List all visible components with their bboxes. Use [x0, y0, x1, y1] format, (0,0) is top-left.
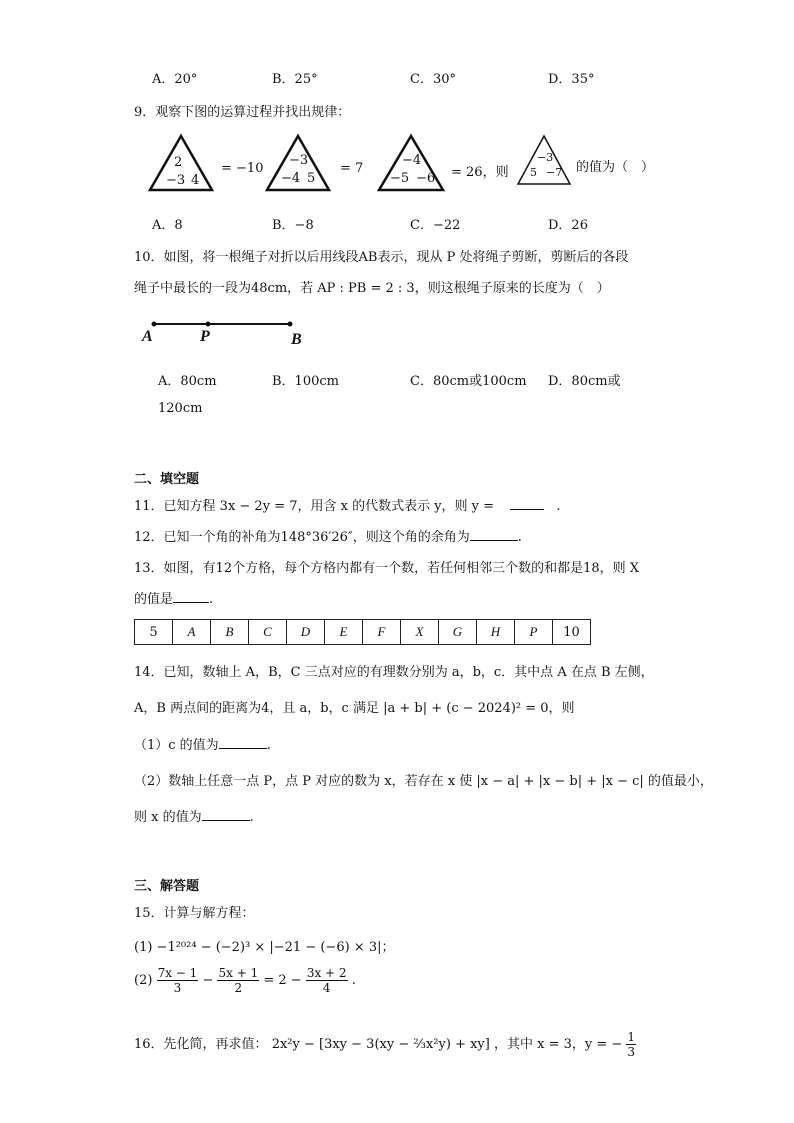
- point-p-icon: [206, 322, 211, 327]
- grid-cell: 5: [135, 620, 173, 645]
- q15-part2-prefix: (2): [134, 973, 153, 988]
- q14-sub2-blank[interactable]: [202, 808, 250, 821]
- q14-sub1: [134, 734, 271, 753]
- q9-option-a: A．8: [152, 218, 183, 233]
- q10-option-b: B．100cm: [272, 374, 339, 389]
- fraction-numerator: 3x + 2: [306, 966, 347, 980]
- q10-line1: 10．如图，将一根绳子对折以后用线段AB表示，现从 P 处将绳子剪断，剪断后的各段: [134, 250, 629, 265]
- point-a-icon: [152, 322, 157, 327]
- q15-mid: = 2 −: [263, 973, 302, 988]
- q9-t3-top: −4: [402, 153, 422, 168]
- grid-cell: C: [249, 620, 287, 645]
- q9-result-1: = −10: [221, 161, 264, 176]
- q9-option-b: B．−8: [272, 218, 314, 233]
- fraction-denominator: 4: [322, 981, 331, 995]
- q9-t2-right: 5: [307, 171, 316, 186]
- q14-line2: A，B 两点间的距离为4，且 a，b，c 满足 |a + b| + (c − 2024)² = 0，则: [134, 701, 575, 716]
- q12-text: [134, 526, 522, 545]
- q14-sub1-end: .: [266, 738, 271, 753]
- q9-t2-left: −4: [281, 171, 301, 186]
- q15-end: .: [351, 973, 356, 988]
- q15-part2: (2) $\frac{7x - 1}{3}$ − $\frac{5x + 1}{2}$ = 2 − $\frac{3x + 2}{4}$ .: [134, 966, 356, 995]
- q9-t3-right: −6: [416, 171, 436, 186]
- q9-triangle-4: [516, 133, 572, 191]
- q10-option-c: C．80cm或100cm: [410, 374, 527, 389]
- q16-prefix: 16．先化简，再求值：: [134, 1037, 268, 1052]
- q10-line2: 绳子中最长的一段为48cm，若 AP : PB = 2 : 3，则这根绳子原来的长度为（ ）: [134, 281, 610, 296]
- section-title-fill-blank: 二、填空题: [134, 472, 200, 487]
- fraction: [157, 966, 199, 995]
- q9-t4-right: −7: [546, 166, 563, 179]
- q9-t2-top: −3: [289, 153, 309, 168]
- fraction-numerator: 1: [627, 1030, 636, 1044]
- point-b-icon: [288, 322, 293, 327]
- fraction-denominator: 3: [173, 981, 182, 995]
- q9-triangle-2: [264, 133, 332, 197]
- grid-cell: D: [287, 620, 325, 645]
- q9-t1-left: −3: [166, 173, 186, 188]
- q14-sub2-line2: [134, 806, 254, 825]
- grid-cell: B: [211, 620, 249, 645]
- q9-t3-left: −5: [390, 171, 410, 186]
- grid-cell: X: [401, 620, 439, 645]
- grid-cell: F: [363, 620, 401, 645]
- fraction-numerator: 5x + 1: [218, 966, 259, 980]
- q9-t4-left: 5: [530, 166, 537, 179]
- q13-grid: [134, 619, 591, 645]
- q11-end: .: [556, 499, 561, 514]
- grid-cell: H: [477, 620, 515, 645]
- section-title-solve: 三、解答题: [134, 879, 200, 894]
- q13-line2: [134, 588, 213, 607]
- q9-triangle-3: [376, 133, 446, 197]
- q13-end: .: [209, 592, 214, 607]
- q8-option-a: A．20°: [152, 72, 198, 87]
- q14-line1: 14．已知，数轴上 A，B，C 三点对应的有理数分别为 a，b，c．其中点 A 在点 B 左侧，: [134, 665, 654, 680]
- q9-option-c: C．−22: [410, 218, 461, 233]
- q8-option-c: C．30°: [410, 72, 456, 87]
- q16-cond: ，其中 x = 3，y = −: [493, 1037, 623, 1052]
- q14-sub1-blank[interactable]: [219, 736, 267, 749]
- q10-option-d-cont: 120cm: [158, 401, 203, 416]
- q14-sub2-end: .: [249, 810, 254, 825]
- fraction-denominator: 3: [627, 1045, 636, 1059]
- q15-title: 15．计算与解方程：: [134, 906, 255, 921]
- q14-sub2-stem: 则 x 的值为: [134, 810, 202, 825]
- q9-stem: 9．观察下图的运算过程并找出规律：: [134, 105, 351, 120]
- q9-triangle-1: [147, 133, 215, 197]
- q8-option-d: D．35°: [548, 72, 595, 87]
- label-p: P: [200, 328, 210, 345]
- q15-part1: (1) −1²⁰²⁴ − (−2)³ × |−21 − (−6) × 3|；: [134, 940, 395, 955]
- q13-stem: 的值是: [134, 592, 174, 607]
- label-a: A: [142, 328, 153, 345]
- q9-t1-top: 2: [174, 155, 183, 170]
- q14-sub1-stem: （1）c 的值为: [134, 738, 219, 753]
- grid-cell: A: [173, 620, 211, 645]
- q10-option-d: D．80cm或: [548, 374, 621, 389]
- q14-sub2: （2）数轴上任意一点 P，点 P 对应的数为 x，若存在 x 使 |x − a| + |x − b| + |x − c| 的值最小，: [134, 774, 713, 789]
- label-b: B: [291, 331, 302, 348]
- q13-line1: 13．如图，有12个方格，每个方格内都有一个数，若任何相邻三个数的和都是18，则 X: [134, 561, 640, 576]
- q8-option-b: B．25°: [272, 72, 318, 87]
- grid-cell: P: [515, 620, 553, 645]
- q9-result-3: = 26，则: [451, 165, 509, 180]
- q9-result-2: = 7: [340, 161, 364, 176]
- q13-answer-blank[interactable]: [173, 590, 209, 603]
- grid-cell: E: [325, 620, 363, 645]
- q9-result-4: 的值为（ ）: [576, 160, 655, 175]
- grid-cell: G: [439, 620, 477, 645]
- q9-t4-top: −3: [537, 151, 554, 164]
- q11-answer-blank[interactable]: [510, 497, 544, 510]
- segment-ab-diagram: [150, 318, 300, 332]
- fraction-denominator: 2: [234, 981, 243, 995]
- q11-text: [134, 495, 560, 514]
- fraction: [626, 1030, 636, 1059]
- q16-expr: 2x²y − [3xy − 3(xy − ⅔x²y) + xy]: [271, 1037, 490, 1052]
- q12-end: .: [517, 530, 522, 545]
- fraction-numerator: 7x − 1: [157, 966, 198, 980]
- q16: [134, 1030, 636, 1059]
- q11-stem: 11．已知方程 3x − 2y = 7，用含 x 的代数式表示 y，则 y =: [134, 499, 495, 514]
- q12-answer-blank[interactable]: [470, 528, 518, 541]
- q12-stem: 12．已知一个角的补角为148°36′26″，则这个角的余角为: [134, 530, 470, 545]
- fraction: [306, 966, 348, 995]
- q9-option-d: D．26: [548, 218, 588, 233]
- q9-t1-right: 4: [191, 173, 200, 188]
- fraction: [217, 966, 259, 995]
- q10-option-a: A．80cm: [158, 374, 217, 389]
- grid-cell: 10: [553, 620, 591, 645]
